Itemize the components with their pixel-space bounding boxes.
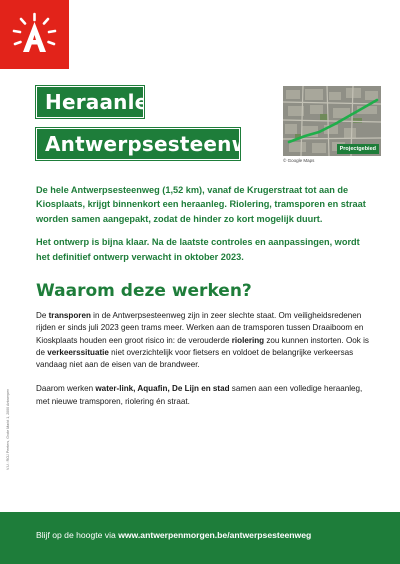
body-paragraph-1: De transporen in de Antwerpsesteenweg zijn in zeer slechte staat. Om veiligheidsredenen rijden er sinds juli 2023 geen trams meer. Werken aan de tramsporen tussen Draaiboom en Kioskplaats houden een groot risico in: de verouderde riolering zou kunnen instorten. Ook is de verkeerssituatie niet overzichtelijk voor fietsers en voldoet de belangrijke verkeersas vandaag niet aan de eisen van de brandweer.	[36, 311, 369, 370]
intro-paragraph-1: De hele Antwerpsesteenweg (1,52 km), vanaf de Krugerstraat tot aan de Kiosplaats, krijgt binnenkort een heraanleg. Riolering, tramsporen en straat worden samen aangepakt, zodat de hinder zo kort mogelijk duurt.	[36, 185, 366, 224]
intro-text	[36, 183, 376, 264]
body-paragraph-2: Daarom werken water-link, Aquafin, De Lijn en stad samen aan een volledige heraanleg, met nieuwe tramsporen, riolering én straat.	[36, 384, 363, 406]
footer-link[interactable]: www.antwerpenmorgen.be/antwerpsesteenweg	[118, 530, 312, 540]
antwerp-a-logo-icon	[0, 0, 69, 69]
publisher-credit: V.U.: ROJ Peeters, Grote Markt 1, 2000 Antwerpen	[6, 388, 10, 470]
footer	[0, 512, 400, 564]
footer-prefix: Blijf op de hoogte via	[36, 530, 119, 540]
project-area-map	[283, 86, 381, 156]
antwerp-logo	[0, 0, 69, 69]
section-heading: Waarom deze werken?	[36, 281, 252, 301]
intro-paragraph-2: Het ontwerp is bijna klaar. Na de laatste controles en aanpassingen, wordt het definitief ontwerp verwacht in oktober 2023.	[36, 237, 360, 262]
title-line-1: Heraanleg	[36, 86, 144, 118]
body-text	[36, 310, 371, 408]
title-line-2: Antwerpsesteenweg	[36, 128, 240, 160]
map-tag: Projectgebied	[337, 144, 379, 154]
map-credit: © Google Maps	[283, 158, 315, 163]
